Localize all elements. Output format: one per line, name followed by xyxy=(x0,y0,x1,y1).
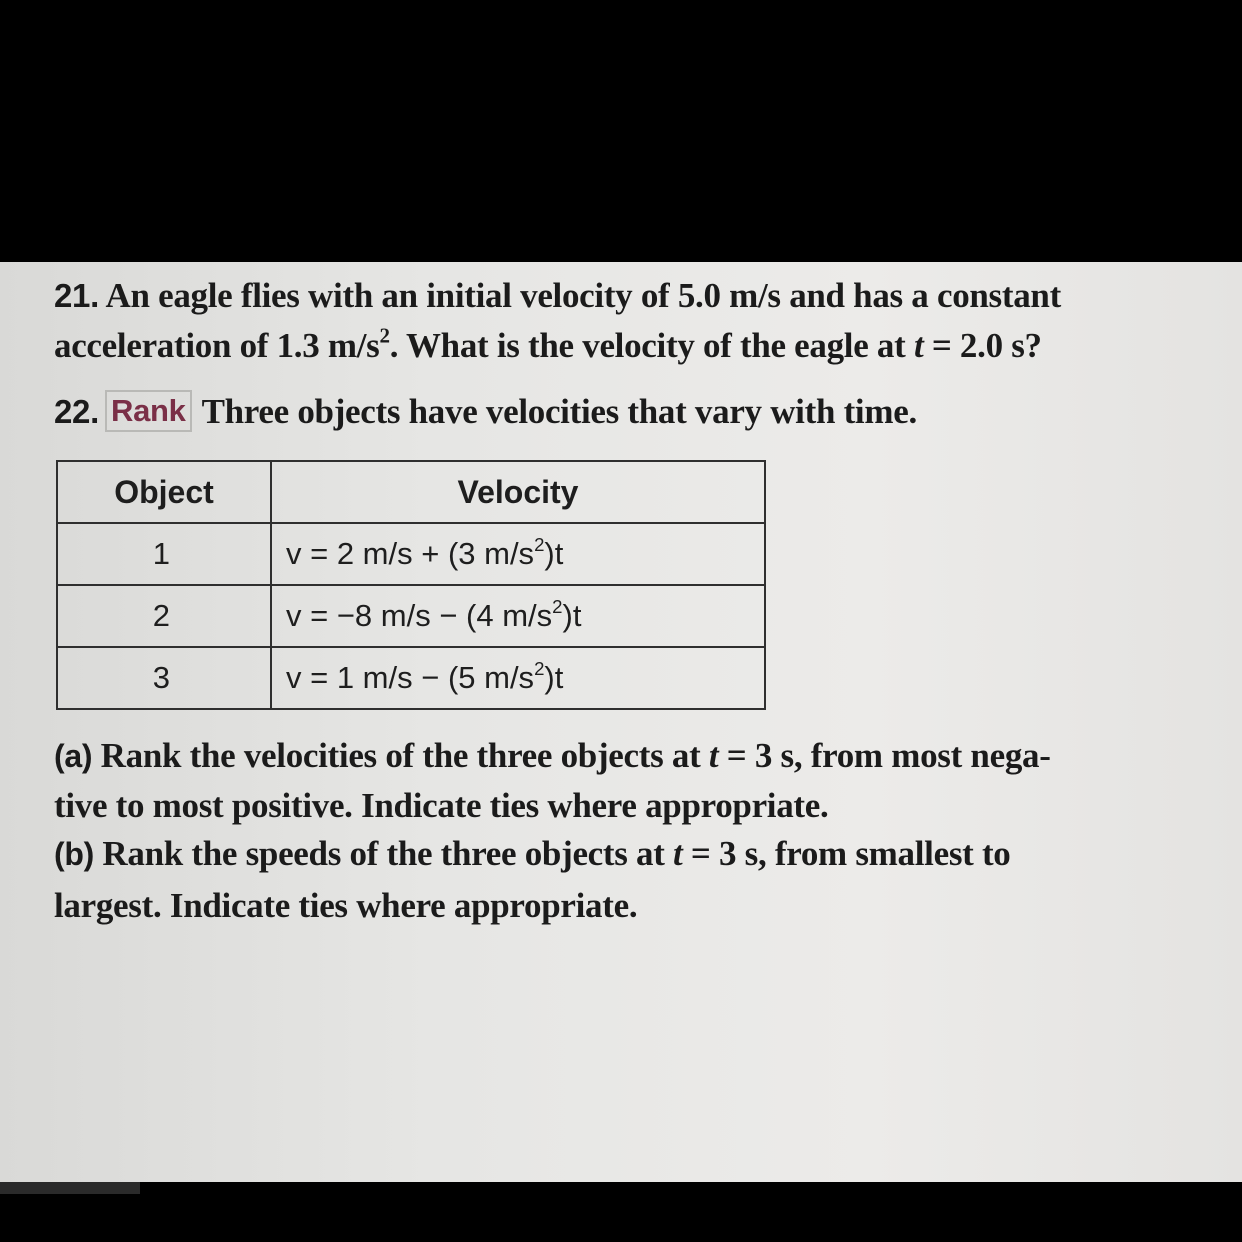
part-a-text-2: tive to most positive. Indicate ties where appropriate. xyxy=(54,786,829,825)
header-object: Object xyxy=(57,461,271,523)
textbook-page xyxy=(0,262,1242,1182)
q21-number: 21. xyxy=(54,277,99,314)
part-a-var-t: t xyxy=(708,736,719,775)
velocity-text: v = 1 m/s − (5 m/s xyxy=(286,660,535,695)
velocity-table xyxy=(56,460,766,710)
velocity-sup: 2 xyxy=(552,595,563,617)
q21-text-2c: = 2.0 s? xyxy=(923,326,1042,365)
q21-text-1: An eagle flies with an initial velocity of 5.0 m/s and has a constant xyxy=(105,276,1061,315)
page-edge-shadow xyxy=(0,1182,140,1194)
velocity-cell xyxy=(271,523,765,585)
object-cell: 2 xyxy=(57,585,271,647)
part-a-line-2 xyxy=(54,786,828,826)
velocity-cell xyxy=(271,647,765,709)
q21-line-1 xyxy=(54,276,1061,316)
object-cell: 3 xyxy=(57,647,271,709)
part-b-text-1b: = 3 s, from smallest to xyxy=(682,834,1011,873)
header-velocity: Velocity xyxy=(271,461,765,523)
velocity-text-end: )t xyxy=(562,598,582,633)
q21-line-2 xyxy=(54,323,1042,366)
velocity-sup: 2 xyxy=(534,533,545,555)
q21-sup: 2 xyxy=(379,323,390,348)
velocity-text-end: )t xyxy=(544,660,564,695)
q21-text-2a: acceleration of 1.3 m/s xyxy=(54,326,380,365)
part-b-line-1 xyxy=(54,834,1011,874)
velocity-cell xyxy=(271,585,765,647)
part-b-text-1a: Rank the speeds of the three objects at xyxy=(93,834,674,873)
q22-text: Three objects have velocities that vary with time. xyxy=(201,392,917,431)
q21-text-2b: . What is the velocity of the eagle at xyxy=(389,326,914,365)
velocity-text-end: )t xyxy=(544,536,564,571)
q22-number: 22. xyxy=(54,393,99,430)
rank-tag: Rank xyxy=(105,390,192,432)
part-a-text-1a: Rank the velocities of the three objects at xyxy=(92,736,709,775)
velocity-text: v = −8 m/s − (4 m/s xyxy=(286,598,553,633)
table-row xyxy=(57,523,765,585)
velocity-sup: 2 xyxy=(534,657,545,679)
table-row xyxy=(57,585,765,647)
table-row xyxy=(57,647,765,709)
part-b-line-2 xyxy=(54,886,637,926)
table-header-row xyxy=(57,461,765,523)
object-cell: 1 xyxy=(57,523,271,585)
part-b-label: (b) xyxy=(54,836,94,872)
part-b-text-2: largest. Indicate ties where appropriate. xyxy=(54,886,638,925)
part-a-label: (a) xyxy=(54,738,93,774)
part-b-var-t: t xyxy=(673,834,683,873)
q22-line xyxy=(54,390,917,432)
part-a-text-1b: = 3 s, from most nega- xyxy=(718,736,1051,775)
velocity-text: v = 2 m/s + (3 m/s xyxy=(286,536,535,571)
part-a-line-1 xyxy=(54,736,1051,776)
q21-var-t: t xyxy=(913,326,924,365)
